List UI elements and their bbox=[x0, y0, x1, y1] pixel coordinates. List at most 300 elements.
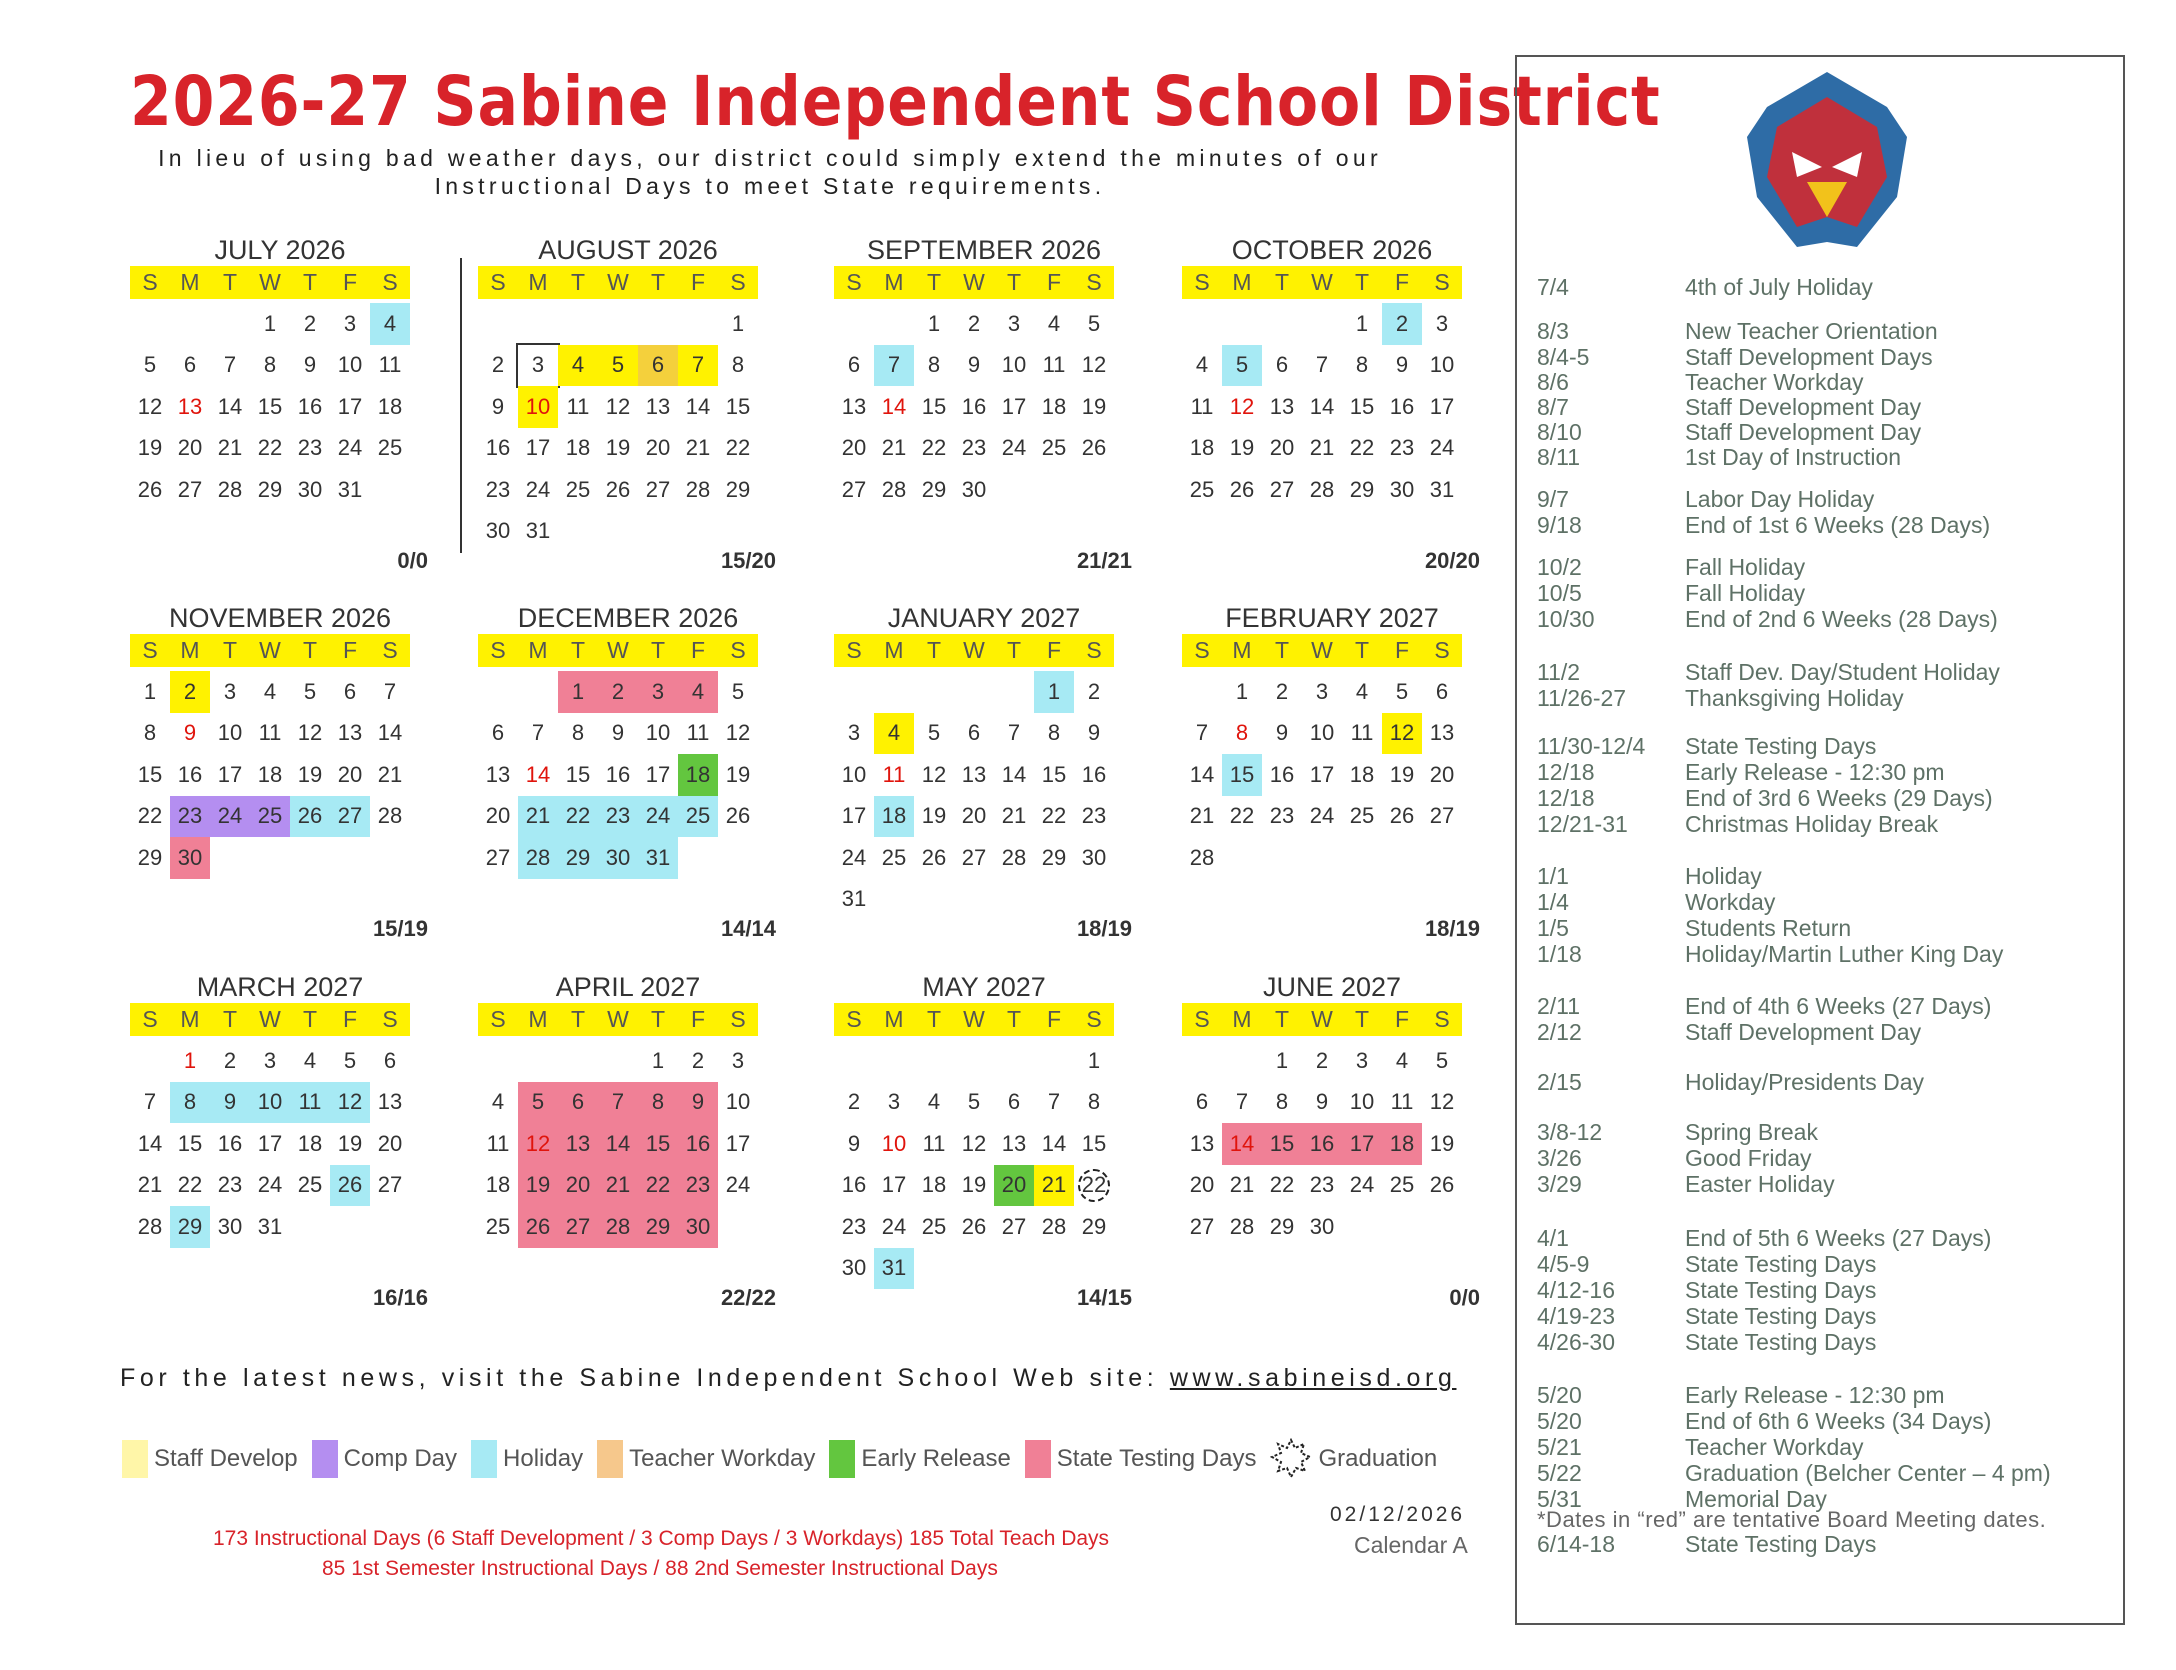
day-cell: 21 bbox=[1001, 803, 1027, 829]
day-cell: 11 bbox=[378, 352, 402, 378]
day-cell: 12 bbox=[921, 761, 947, 787]
day-cell: 19 bbox=[605, 435, 631, 461]
weekday-label: M bbox=[528, 1006, 548, 1032]
day-cell: 5 bbox=[1087, 310, 1101, 336]
legend-item bbox=[597, 1440, 815, 1478]
empty-cell bbox=[1262, 303, 1302, 345]
day-cell: 23 bbox=[1269, 803, 1295, 829]
day-cell: 11 bbox=[1042, 352, 1066, 378]
day-cell: 28 bbox=[1041, 1213, 1067, 1239]
day-cell: 30 bbox=[170, 837, 210, 879]
event-row bbox=[1537, 1435, 1864, 1460]
day-cell: 6 bbox=[558, 1082, 598, 1124]
day-cell: 9 bbox=[1275, 720, 1289, 746]
day-grid bbox=[1182, 1040, 1462, 1248]
event-text: End of 1st 6 Weeks (28 Days) bbox=[1685, 512, 1991, 538]
day-cell: 21 bbox=[1189, 803, 1215, 829]
day-cell: 20 bbox=[377, 1130, 403, 1156]
legend-swatch bbox=[471, 1440, 497, 1478]
empty-cell bbox=[558, 303, 598, 345]
month-calendar bbox=[478, 972, 778, 1322]
day-cell: 15 bbox=[137, 761, 163, 787]
day-cell: 29 bbox=[1081, 1213, 1107, 1239]
event-text: Teacher Workday bbox=[1685, 369, 1864, 395]
instructional-day-count: 18/19 bbox=[1076, 916, 1132, 941]
empty-cell bbox=[914, 671, 954, 713]
day-cell: 29 bbox=[170, 1206, 210, 1248]
day-cell: 22 bbox=[177, 1172, 203, 1198]
month-calendar bbox=[834, 235, 1134, 585]
weekday-label: F bbox=[1394, 637, 1410, 663]
day-cell: 21 bbox=[598, 1165, 638, 1207]
day-cell: 1 bbox=[731, 310, 745, 336]
day-cell: 22 bbox=[137, 803, 163, 829]
weekday-label: S bbox=[1434, 269, 1450, 295]
legend-label: Comp Day bbox=[343, 1445, 458, 1472]
day-cell: 16 bbox=[1269, 761, 1295, 787]
weekday-label: M bbox=[528, 637, 548, 663]
day-cell: 5 bbox=[731, 678, 745, 704]
day-cell: 18 bbox=[485, 1172, 511, 1198]
day-cell: 29 bbox=[137, 844, 163, 870]
event-text: 4th of July Holiday bbox=[1685, 274, 1873, 300]
weekday-label: S bbox=[1086, 1006, 1102, 1032]
legend-item bbox=[122, 1440, 298, 1478]
weekday-label: S bbox=[490, 269, 506, 295]
day-cell: 9 bbox=[1395, 352, 1409, 378]
event-row bbox=[1537, 555, 1805, 580]
day-cell: 13 bbox=[841, 393, 867, 419]
weekday-label: S bbox=[490, 637, 506, 663]
day-cell: 9 bbox=[491, 393, 505, 419]
day-cell: 15 bbox=[565, 761, 591, 787]
semester-days-note: 85 1st Semester Instructional Days / 88 2nd Semester Instructional Days bbox=[322, 1557, 998, 1580]
empty-cell bbox=[478, 671, 518, 713]
weekday-header bbox=[1182, 634, 1462, 667]
day-cell: 17 bbox=[1309, 761, 1335, 787]
event-date: 4/12-16 bbox=[1537, 1277, 1616, 1303]
day-cell: 11 bbox=[882, 761, 906, 787]
day-cell: 4 bbox=[1047, 310, 1061, 336]
day-cell: 21 bbox=[1229, 1172, 1255, 1198]
weekday-label: T bbox=[926, 637, 942, 663]
event-row bbox=[1537, 581, 1805, 606]
day-cell: 24 bbox=[1429, 435, 1455, 461]
weekday-label: T bbox=[222, 1006, 238, 1032]
instructional-day-count: 14/14 bbox=[720, 916, 776, 941]
day-cell: 5 bbox=[343, 1047, 357, 1073]
day-cell: 7 bbox=[1195, 720, 1209, 746]
day-cell: 12 bbox=[725, 720, 751, 746]
empty-cell bbox=[834, 1040, 874, 1082]
day-cell: 3 bbox=[1007, 310, 1021, 336]
day-cell: 24 bbox=[257, 1172, 283, 1198]
website-link[interactable]: www.sabineisd.org bbox=[1169, 1364, 1457, 1392]
day-cell: 19 bbox=[961, 1172, 987, 1198]
legend-swatch bbox=[597, 1440, 623, 1478]
day-cell: 20 bbox=[558, 1165, 598, 1207]
day-cell: 21 bbox=[217, 435, 243, 461]
empty-cell bbox=[518, 303, 558, 345]
event-text: Workday bbox=[1685, 889, 1776, 915]
day-cell: 17 bbox=[337, 393, 363, 419]
event-text: Labor Day Holiday bbox=[1685, 486, 1875, 512]
weekday-label: F bbox=[690, 637, 706, 663]
day-cell: 23 bbox=[678, 1165, 718, 1207]
day-cell: 3 bbox=[263, 1047, 277, 1073]
day-cell: 7 bbox=[1315, 352, 1329, 378]
event-date: 5/20 bbox=[1537, 1382, 1582, 1408]
event-text: Christmas Holiday Break bbox=[1685, 811, 1939, 837]
day-cell: 22 bbox=[921, 435, 947, 461]
weekday-header bbox=[1182, 266, 1462, 299]
event-text: State Testing Days bbox=[1685, 1303, 1877, 1329]
legend-swatch bbox=[312, 1440, 338, 1478]
event-text: Early Release - 12:30 pm bbox=[1685, 1382, 1945, 1408]
event-row bbox=[1537, 1304, 1876, 1329]
board-meeting-note: *Dates in “red” are tentative Board Meeting dates. bbox=[1537, 1507, 2047, 1532]
day-cell: 12 bbox=[330, 1082, 370, 1124]
day-cell: 3 bbox=[638, 671, 678, 713]
weekday-label: T bbox=[570, 637, 586, 663]
month-calendar bbox=[478, 603, 778, 953]
legend-label: Early Release bbox=[861, 1445, 1011, 1472]
event-date: 2/11 bbox=[1537, 993, 1581, 1019]
day-cell: 30 bbox=[1081, 844, 1107, 870]
day-cell: 10 bbox=[841, 761, 867, 787]
day-cell: 25 bbox=[1389, 1172, 1415, 1198]
empty-cell bbox=[598, 303, 638, 345]
day-cell: 25 bbox=[485, 1213, 511, 1239]
day-cell: 22 bbox=[1074, 1165, 1114, 1207]
event-text: Graduation (Belcher Center – 4 pm) bbox=[1685, 1460, 2051, 1486]
subtitle-line-1: In lieu of using bad weather days, our district could simply extend the minutes of our bbox=[158, 145, 1382, 171]
day-cell: 21 bbox=[518, 796, 558, 838]
day-cell: 2 bbox=[170, 671, 210, 713]
day-cell: 7 bbox=[1047, 1089, 1061, 1115]
day-cell: 20 bbox=[485, 803, 511, 829]
day-cell: 9 bbox=[847, 1130, 861, 1156]
event-date: 8/11 bbox=[1537, 444, 1581, 470]
day-cell: 22 bbox=[725, 435, 751, 461]
day-cell: 4 bbox=[263, 678, 277, 704]
event-row bbox=[1537, 513, 1990, 538]
event-date: 9/7 bbox=[1537, 486, 1569, 512]
weekday-header bbox=[478, 266, 758, 299]
month-title: FEBRUARY 2027 bbox=[1225, 603, 1439, 633]
day-cell: 25 bbox=[881, 844, 907, 870]
day-cell: 5 bbox=[303, 678, 317, 704]
day-cell: 29 bbox=[558, 837, 598, 879]
event-row bbox=[1537, 1532, 1876, 1557]
day-cell: 31 bbox=[525, 518, 551, 544]
day-cell: 26 bbox=[290, 796, 330, 838]
day-cell: 12 bbox=[1429, 1089, 1455, 1115]
day-cell: 26 bbox=[921, 844, 947, 870]
day-cell: 2 bbox=[303, 310, 317, 336]
weekday-label: F bbox=[342, 269, 358, 295]
event-row bbox=[1537, 994, 1991, 1019]
weekday-label: T bbox=[1274, 637, 1290, 663]
day-cell: 24 bbox=[337, 435, 363, 461]
day-cell: 16 bbox=[841, 1172, 867, 1198]
empty-cell bbox=[518, 671, 558, 713]
day-cell: 10 bbox=[1429, 352, 1455, 378]
month-calendar bbox=[1182, 603, 1482, 953]
day-cell: 17 bbox=[1001, 393, 1027, 419]
legend-item bbox=[829, 1440, 1010, 1478]
weekday-label: S bbox=[490, 1006, 506, 1032]
day-cell: 12 bbox=[297, 720, 323, 746]
day-cell: 1 bbox=[1235, 678, 1249, 704]
day-cell: 18 bbox=[921, 1172, 947, 1198]
day-cell: 13 bbox=[961, 761, 987, 787]
day-cell: 14 bbox=[1001, 761, 1027, 787]
event-text: End of 5th 6 Weeks (27 Days) bbox=[1685, 1225, 1992, 1251]
legend-label: Staff Develop bbox=[154, 1445, 298, 1472]
instructional-days-note: 173 Instructional Days (6 Staff Development / 3 Comp Days / 3 Workdays) 185 Total Teach Days bbox=[213, 1527, 1110, 1550]
day-cell: 15 bbox=[725, 393, 751, 419]
day-cell: 26 bbox=[605, 476, 631, 502]
day-cell: 14 bbox=[1222, 1123, 1262, 1165]
day-cell: 26 bbox=[961, 1213, 987, 1239]
event-row bbox=[1537, 319, 1938, 344]
day-cell: 29 bbox=[1269, 1213, 1295, 1239]
event-date: 4/19-23 bbox=[1537, 1303, 1616, 1329]
empty-cell bbox=[994, 1040, 1034, 1082]
day-cell: 10 bbox=[1001, 352, 1027, 378]
day-cell: 20 bbox=[961, 803, 987, 829]
weekday-header bbox=[1182, 1003, 1462, 1036]
month-title: MARCH 2027 bbox=[196, 972, 364, 1002]
event-row bbox=[1537, 1172, 1835, 1197]
day-cell: 3 bbox=[1435, 310, 1449, 336]
events-panel bbox=[1515, 55, 2125, 1625]
day-cell: 14 bbox=[217, 393, 243, 419]
weekday-label: T bbox=[1006, 1006, 1022, 1032]
day-cell: 15 bbox=[1262, 1123, 1302, 1165]
weekday-label: F bbox=[1046, 269, 1062, 295]
day-cell: 27 bbox=[1269, 476, 1295, 502]
empty-cell bbox=[210, 303, 250, 345]
day-cell: 7 bbox=[598, 1082, 638, 1124]
day-cell: 4 bbox=[491, 1089, 505, 1115]
instructional-day-count: 15/19 bbox=[372, 916, 428, 941]
day-cell: 5 bbox=[927, 720, 941, 746]
day-cell: 1 bbox=[1275, 1047, 1289, 1073]
day-cell: 17 bbox=[257, 1130, 283, 1156]
day-cell: 23 bbox=[1389, 435, 1415, 461]
day-cell: 13 bbox=[1429, 720, 1455, 746]
day-cell: 18 bbox=[297, 1130, 323, 1156]
day-cell: 25 bbox=[678, 796, 718, 838]
day-cell: 4 bbox=[1395, 1047, 1409, 1073]
day-cell: 4 bbox=[303, 1047, 317, 1073]
month-title: JANUARY 2027 bbox=[887, 603, 1081, 633]
day-cell: 21 bbox=[1309, 435, 1335, 461]
event-text: Staff Development Days bbox=[1685, 344, 1933, 370]
weekday-label: T bbox=[1354, 1006, 1370, 1032]
weekday-label: S bbox=[846, 269, 862, 295]
day-cell: 11 bbox=[922, 1130, 946, 1156]
day-cell: 23 bbox=[841, 1213, 867, 1239]
day-grid bbox=[478, 1040, 758, 1248]
day-cell: 26 bbox=[137, 476, 163, 502]
day-cell: 1 bbox=[183, 1047, 197, 1073]
event-date: 8/7 bbox=[1537, 394, 1569, 420]
day-cell: 19 bbox=[1389, 761, 1415, 787]
weekday-label: F bbox=[1394, 269, 1410, 295]
event-date: 12/18 bbox=[1537, 785, 1595, 811]
day-cell: 15 bbox=[921, 393, 947, 419]
day-grid bbox=[130, 671, 410, 879]
day-cell: 10 bbox=[518, 386, 558, 428]
day-cell: 25 bbox=[1189, 476, 1215, 502]
day-cell: 4 bbox=[927, 1089, 941, 1115]
event-row bbox=[1537, 734, 1876, 759]
day-cell: 27 bbox=[558, 1206, 598, 1248]
day-grid bbox=[130, 303, 410, 511]
day-cell: 29 bbox=[725, 476, 751, 502]
day-cell: 24 bbox=[1001, 435, 1027, 461]
event-text: State Testing Days bbox=[1685, 1329, 1877, 1355]
day-cell: 29 bbox=[257, 476, 283, 502]
graduation-burst-icon bbox=[1270, 1438, 1312, 1480]
day-cell: 28 bbox=[1189, 844, 1215, 870]
date-code: 02/12/2026 bbox=[1330, 1503, 1466, 1526]
event-text: Holiday/Presidents Day bbox=[1685, 1069, 1925, 1095]
instructional-day-count: 0/0 bbox=[1449, 1285, 1480, 1310]
event-text: State Testing Days bbox=[1685, 733, 1877, 759]
event-date: 11/30-12/4 bbox=[1537, 733, 1646, 759]
weekday-label: F bbox=[690, 269, 706, 295]
day-cell: 10 bbox=[250, 1082, 290, 1124]
day-cell: 18 bbox=[874, 796, 914, 838]
event-text: Teacher Workday bbox=[1685, 1434, 1864, 1460]
day-grid bbox=[1182, 303, 1462, 511]
weekday-header bbox=[834, 1003, 1114, 1036]
empty-cell bbox=[558, 1040, 598, 1082]
weekday-label: S bbox=[1434, 637, 1450, 663]
instructional-day-count: 16/16 bbox=[372, 1285, 428, 1310]
event-text: End of 3rd 6 Weeks (29 Days) bbox=[1685, 785, 1993, 811]
weekday-label: F bbox=[342, 1006, 358, 1032]
weekday-label: M bbox=[1232, 637, 1252, 663]
event-text: Good Friday bbox=[1685, 1145, 1812, 1171]
event-text: Memorial Day bbox=[1685, 1486, 1827, 1512]
event-row bbox=[1537, 1252, 1876, 1277]
day-cell: 12 bbox=[1382, 713, 1422, 755]
empty-cell bbox=[1182, 671, 1222, 713]
day-cell: 29 bbox=[921, 476, 947, 502]
day-grid bbox=[834, 671, 1114, 920]
day-cell: 20 bbox=[1429, 761, 1455, 787]
day-cell: 28 bbox=[377, 803, 403, 829]
day-cell: 1 bbox=[1087, 1047, 1101, 1073]
day-cell: 5 bbox=[967, 1089, 981, 1115]
event-date: 1/1 bbox=[1537, 863, 1569, 889]
day-cell: 6 bbox=[1275, 352, 1289, 378]
weekday-label: W bbox=[1311, 637, 1333, 663]
weekday-header bbox=[130, 266, 410, 299]
day-cell: 28 bbox=[518, 837, 558, 879]
event-text: Staff Development Day bbox=[1685, 394, 1922, 420]
weekday-header bbox=[478, 634, 758, 667]
event-text: End of 4th 6 Weeks (27 Days) bbox=[1685, 993, 1992, 1019]
empty-cell bbox=[678, 303, 718, 345]
day-cell: 28 bbox=[1229, 1213, 1255, 1239]
day-cell: 28 bbox=[881, 476, 907, 502]
instructional-day-count: 22/22 bbox=[720, 1285, 776, 1310]
event-row bbox=[1537, 420, 1921, 445]
day-cell: 27 bbox=[377, 1172, 403, 1198]
day-cell: 27 bbox=[1001, 1213, 1027, 1239]
day-cell: 25 bbox=[377, 435, 403, 461]
day-cell: 12 bbox=[137, 393, 163, 419]
day-cell: 21 bbox=[1034, 1165, 1074, 1207]
day-cell: 18 bbox=[678, 754, 718, 796]
weekday-label: M bbox=[180, 269, 200, 295]
day-cell: 29 bbox=[1349, 476, 1375, 502]
event-date: 4/5-9 bbox=[1537, 1251, 1590, 1277]
day-cell: 17 bbox=[645, 761, 671, 787]
day-cell: 17 bbox=[725, 1130, 751, 1156]
day-cell: 26 bbox=[518, 1206, 558, 1248]
empty-cell bbox=[954, 671, 994, 713]
event-date: 3/29 bbox=[1537, 1171, 1582, 1197]
weekday-label: M bbox=[884, 1006, 904, 1032]
weekday-label: T bbox=[1354, 637, 1370, 663]
day-cell: 27 bbox=[841, 476, 867, 502]
event-text: Holiday bbox=[1685, 863, 1762, 889]
weekday-label: W bbox=[963, 269, 985, 295]
day-cell: 15 bbox=[1081, 1130, 1107, 1156]
august-divider bbox=[460, 258, 462, 553]
day-cell: 21 bbox=[881, 435, 907, 461]
day-cell: 5 bbox=[1222, 345, 1262, 387]
event-row bbox=[1537, 1120, 1818, 1145]
weekday-label: T bbox=[1354, 269, 1370, 295]
day-cell: 23 bbox=[598, 796, 638, 838]
day-cell: 21 bbox=[137, 1172, 163, 1198]
event-date: 1/18 bbox=[1537, 941, 1582, 967]
event-text: Easter Holiday bbox=[1685, 1171, 1835, 1197]
month-calendar bbox=[1182, 972, 1482, 1322]
day-cell: 1 bbox=[927, 310, 941, 336]
event-row bbox=[1537, 864, 1762, 889]
day-cell: 23 bbox=[297, 435, 323, 461]
day-grid bbox=[1182, 671, 1462, 879]
day-cell: 24 bbox=[1309, 803, 1335, 829]
weekday-label: T bbox=[222, 637, 238, 663]
day-cell: 19 bbox=[725, 761, 751, 787]
day-cell: 9 bbox=[210, 1082, 250, 1124]
day-cell: 16 bbox=[485, 435, 511, 461]
day-cell: 11 bbox=[258, 720, 282, 746]
weekday-label: T bbox=[650, 269, 666, 295]
day-cell: 23 bbox=[217, 1172, 243, 1198]
empty-cell bbox=[994, 671, 1034, 713]
empty-cell bbox=[834, 303, 874, 345]
month-title: JULY 2026 bbox=[214, 235, 346, 265]
day-cell: 12 bbox=[1229, 393, 1255, 419]
day-cell: 8 bbox=[638, 1082, 678, 1124]
day-cell: 20 bbox=[337, 761, 363, 787]
event-date: 2/15 bbox=[1537, 1069, 1582, 1095]
day-cell: 24 bbox=[725, 1172, 751, 1198]
day-cell: 9 bbox=[303, 352, 317, 378]
day-cell: 19 bbox=[297, 761, 323, 787]
